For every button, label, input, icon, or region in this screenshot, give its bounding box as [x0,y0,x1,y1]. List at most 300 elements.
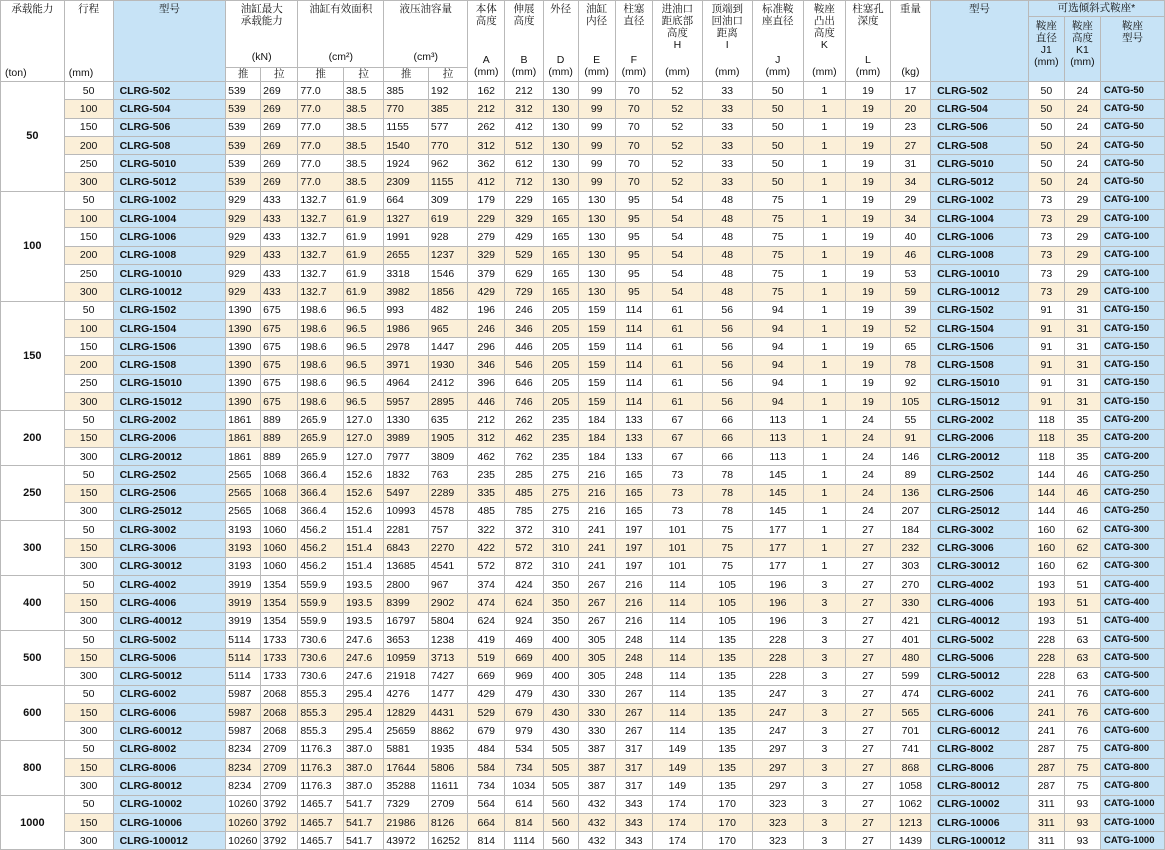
saddle-k1-cell: 31 [1064,356,1100,374]
plunger-f-cell: 114 [615,356,652,374]
model-2-cell: CLRG-5012 [931,173,1029,191]
model-2-cell: CLRG-4006 [931,594,1029,612]
port-i-cell: 170 [702,832,752,850]
pull-area-cell: 96.5 [343,319,383,337]
height-a-cell: 529 [468,704,505,722]
capacity-cell: 200 [1,411,65,466]
push-area-cell: 730.6 [298,649,344,667]
diameter-d-cell: 430 [543,722,578,740]
height-b-cell: 614 [505,795,543,813]
stroke-cell: 300 [64,612,113,630]
diameter-d-cell: 205 [543,356,578,374]
saddle-k1-cell: 35 [1064,411,1100,429]
weight-cell: 23 [890,118,930,136]
model-cell: CLRG-508 [113,136,226,154]
model-cell: CLRG-10010 [113,264,226,282]
port-i-cell: 135 [702,758,752,776]
bore-e-cell: 432 [578,832,615,850]
pull-area-cell: 387.0 [343,758,383,776]
saddle-j-cell: 323 [752,813,803,831]
weight-cell: 1439 [890,832,930,850]
depth-l-cell: 24 [846,429,891,447]
bore-e-cell: 241 [578,521,615,539]
saddle-k1-cell: 93 [1064,832,1100,850]
plunger-f-cell: 70 [615,82,652,100]
model-2-cell: CLRG-5010 [931,155,1029,173]
model-cell: CLRG-1008 [113,246,226,264]
push-area-cell: 77.0 [298,100,344,118]
pull-oil-cell: 8126 [428,813,467,831]
pull-oil-cell: 1905 [428,429,467,447]
push-area-cell: 559.9 [298,576,344,594]
height-a-cell: 419 [468,630,505,648]
plunger-f-cell: 133 [615,411,652,429]
saddle-j-cell: 196 [752,576,803,594]
saddle-k-cell: 3 [803,722,845,740]
pull-load-cell: 1733 [261,667,298,685]
header-d: 外径 D (mm) [543,1,578,82]
push-oil-cell: 1991 [384,228,429,246]
bore-e-cell: 99 [578,136,615,154]
model-cell: CLRG-504 [113,100,226,118]
saddle-k1-cell: 93 [1064,813,1100,831]
push-area-cell: 132.7 [298,264,344,282]
saddle-k1-cell: 63 [1064,649,1100,667]
stroke-cell: 50 [64,191,113,209]
saddle-k-cell: 1 [803,393,845,411]
model-2-cell: CLRG-10012 [931,283,1029,301]
table-body [1,82,1165,850]
depth-l-cell: 19 [846,283,891,301]
pull-load-cell: 269 [261,118,298,136]
pull-oil-cell: 635 [428,411,467,429]
port-i-cell: 105 [702,576,752,594]
push-load-cell: 1390 [226,356,261,374]
capacity-cell: 100 [1,191,65,301]
saddle-j-cell: 75 [752,210,803,228]
height-a-cell: 346 [468,356,505,374]
plunger-f-cell: 317 [615,740,652,758]
pull-load-cell: 675 [261,301,298,319]
weight-cell: 232 [890,539,930,557]
weight-cell: 29 [890,191,930,209]
port-i-cell: 135 [702,777,752,795]
model-cell: CLRG-100012 [113,832,226,850]
pull-area-cell: 38.5 [343,82,383,100]
depth-l-cell: 27 [846,813,891,831]
plunger-f-cell: 267 [615,685,652,703]
pull-oil-cell: 763 [428,466,467,484]
depth-l-cell: 19 [846,338,891,356]
plunger-f-cell: 70 [615,155,652,173]
height-b-cell: 446 [505,338,543,356]
push-area-cell: 456.2 [298,521,344,539]
port-i-cell: 78 [702,484,752,502]
saddle-k1-cell: 29 [1064,283,1100,301]
port-h-cell: 61 [652,319,702,337]
port-i-cell: 56 [702,338,752,356]
saddle-j1-cell: 241 [1028,685,1064,703]
saddle-model-cell: CATG-800 [1100,758,1164,776]
height-a-cell: 312 [468,136,505,154]
model-cell: CLRG-4006 [113,594,226,612]
bore-e-cell: 99 [578,173,615,191]
saddle-j-cell: 50 [752,136,803,154]
diameter-d-cell: 130 [543,82,578,100]
pull-oil-cell: 1477 [428,685,467,703]
saddle-model-cell: CATG-200 [1100,447,1164,465]
depth-l-cell: 19 [846,100,891,118]
push-oil-cell: 5497 [384,484,429,502]
height-a-cell: 379 [468,264,505,282]
port-h-cell: 52 [652,100,702,118]
port-h-cell: 114 [652,667,702,685]
saddle-model-cell: CATG-100 [1100,210,1164,228]
diameter-d-cell: 350 [543,594,578,612]
weight-cell: 20 [890,100,930,118]
depth-l-cell: 24 [846,502,891,520]
depth-l-cell: 19 [846,155,891,173]
pull-load-cell: 269 [261,173,298,191]
model-2-cell: CLRG-40012 [931,612,1029,630]
saddle-model-cell: CATG-300 [1100,539,1164,557]
plunger-f-cell: 165 [615,502,652,520]
saddle-model-cell: CATG-300 [1100,521,1164,539]
port-h-cell: 114 [652,594,702,612]
table-row [1,447,1165,465]
saddle-model-cell: CATG-500 [1100,649,1164,667]
depth-l-cell: 27 [846,649,891,667]
saddle-k-cell: 3 [803,832,845,850]
model-cell: CLRG-5010 [113,155,226,173]
weight-cell: 146 [890,447,930,465]
pull-load-cell: 269 [261,100,298,118]
pull-load-cell: 2709 [261,777,298,795]
pull-load-cell: 1060 [261,557,298,575]
pull-area-cell: 38.5 [343,136,383,154]
push-oil-cell: 7329 [384,795,429,813]
height-a-cell: 679 [468,722,505,740]
saddle-k1-cell: 31 [1064,393,1100,411]
saddle-model-cell: CATG-150 [1100,393,1164,411]
push-area-cell: 132.7 [298,228,344,246]
saddle-k1-cell: 24 [1064,155,1100,173]
push-load-cell: 539 [226,173,261,191]
saddle-j1-cell: 91 [1028,338,1064,356]
saddle-model-cell: CATG-150 [1100,356,1164,374]
saddle-k-cell: 1 [803,301,845,319]
header-stroke: 行程 (mm) [64,1,113,82]
model-2-cell: CLRG-5002 [931,630,1029,648]
saddle-model-cell: CATG-50 [1100,118,1164,136]
port-h-cell: 61 [652,393,702,411]
port-i-cell: 75 [702,521,752,539]
pull-area-cell: 96.5 [343,338,383,356]
push-load-cell: 5987 [226,704,261,722]
weight-cell: 52 [890,319,930,337]
model-2-cell: CLRG-20012 [931,447,1029,465]
push-load-cell: 929 [226,283,261,301]
port-i-cell: 78 [702,502,752,520]
capacity-cell: 1000 [1,795,65,850]
port-i-cell: 56 [702,301,752,319]
pull-area-cell: 152.6 [343,484,383,502]
saddle-j1-cell: 311 [1028,813,1064,831]
weight-cell: 184 [890,521,930,539]
bore-e-cell: 99 [578,82,615,100]
height-a-cell: 519 [468,649,505,667]
saddle-k-cell: 1 [803,136,845,154]
bore-e-cell: 184 [578,429,615,447]
table-row [1,136,1165,154]
bore-e-cell: 241 [578,539,615,557]
header-b: 伸展 高度 B (mm) [505,1,543,82]
push-load-cell: 539 [226,100,261,118]
saddle-k1-cell: 93 [1064,795,1100,813]
push-oil-cell: 385 [384,82,429,100]
pull-oil-cell: 928 [428,228,467,246]
plunger-f-cell: 133 [615,447,652,465]
pull-load-cell: 433 [261,210,298,228]
saddle-j-cell: 75 [752,283,803,301]
push-area-cell: 1465.7 [298,795,344,813]
push-load-cell: 1390 [226,393,261,411]
stroke-cell: 150 [64,758,113,776]
header-capacity: 承载能力 (ton) [1,1,65,82]
stroke-cell: 300 [64,777,113,795]
saddle-model-cell: CATG-100 [1100,283,1164,301]
header-i: 顶端到 回油口 距离 I (mm) [702,1,752,82]
port-i-cell: 33 [702,82,752,100]
height-b-cell: 462 [505,429,543,447]
saddle-k-cell: 3 [803,795,845,813]
saddle-k1-cell: 75 [1064,740,1100,758]
saddle-model-cell: CATG-50 [1100,100,1164,118]
saddle-j1-cell: 73 [1028,228,1064,246]
table-row [1,667,1165,685]
port-h-cell: 67 [652,429,702,447]
stroke-cell: 150 [64,594,113,612]
header-k1: 鞍座 高度 K1 (mm) [1064,17,1100,82]
height-a-cell: 322 [468,521,505,539]
table-row [1,82,1165,100]
saddle-j-cell: 297 [752,758,803,776]
bore-e-cell: 130 [578,264,615,282]
depth-l-cell: 24 [846,466,891,484]
push-oil-cell: 12829 [384,704,429,722]
saddle-k1-cell: 46 [1064,484,1100,502]
stroke-cell: 300 [64,832,113,850]
saddle-model-cell: CATG-300 [1100,557,1164,575]
height-b-cell: 262 [505,411,543,429]
depth-l-cell: 27 [846,704,891,722]
model-2-cell: CLRG-5006 [931,649,1029,667]
push-area-cell: 198.6 [298,338,344,356]
model-cell: CLRG-1006 [113,228,226,246]
model-2-cell: CLRG-504 [931,100,1029,118]
depth-l-cell: 27 [846,758,891,776]
saddle-j-cell: 94 [752,319,803,337]
height-b-cell: 1114 [505,832,543,850]
push-area-cell: 730.6 [298,667,344,685]
push-area-cell: 77.0 [298,136,344,154]
push-oil-cell: 1330 [384,411,429,429]
model-cell: CLRG-10006 [113,813,226,831]
pull-load-cell: 1354 [261,576,298,594]
saddle-k1-cell: 51 [1064,612,1100,630]
depth-l-cell: 27 [846,612,891,630]
capacity-cell: 400 [1,576,65,631]
height-b-cell: 424 [505,576,543,594]
saddle-k1-cell: 75 [1064,758,1100,776]
plunger-f-cell: 248 [615,630,652,648]
saddle-k-cell: 3 [803,758,845,776]
stroke-cell: 150 [64,429,113,447]
pull-area-cell: 127.0 [343,429,383,447]
diameter-d-cell: 235 [543,447,578,465]
pull-area-cell: 193.5 [343,576,383,594]
saddle-j1-cell: 311 [1028,795,1064,813]
saddle-model-cell: CATG-50 [1100,173,1164,191]
stroke-cell: 300 [64,447,113,465]
pull-area-cell: 96.5 [343,393,383,411]
plunger-f-cell: 70 [615,118,652,136]
saddle-j-cell: 145 [752,466,803,484]
pull-load-cell: 1068 [261,502,298,520]
weight-cell: 91 [890,429,930,447]
saddle-j-cell: 94 [752,301,803,319]
pull-area-cell: 541.7 [343,832,383,850]
saddle-k-cell: 1 [803,374,845,392]
saddle-j-cell: 50 [752,173,803,191]
push-area-cell: 559.9 [298,612,344,630]
model-2-cell: CLRG-60012 [931,722,1029,740]
pull-oil-cell: 309 [428,191,467,209]
saddle-k1-cell: 76 [1064,722,1100,740]
header-model-2: 型号 [931,1,1029,82]
height-b-cell: 729 [505,283,543,301]
plunger-f-cell: 70 [615,136,652,154]
pull-area-cell: 61.9 [343,283,383,301]
bore-e-cell: 330 [578,685,615,703]
saddle-model-cell: CATG-400 [1100,594,1164,612]
height-b-cell: 679 [505,704,543,722]
height-a-cell: 446 [468,393,505,411]
height-b-cell: 229 [505,191,543,209]
port-h-cell: 61 [652,301,702,319]
height-a-cell: 429 [468,283,505,301]
model-2-cell: CLRG-15010 [931,374,1029,392]
model-cell: CLRG-6006 [113,704,226,722]
capacity-cell: 800 [1,740,65,795]
height-a-cell: 396 [468,374,505,392]
height-b-cell: 534 [505,740,543,758]
saddle-j-cell: 228 [752,630,803,648]
pull-oil-cell: 4541 [428,557,467,575]
push-load-cell: 1390 [226,338,261,356]
depth-l-cell: 19 [846,264,891,282]
saddle-k-cell: 3 [803,594,845,612]
port-i-cell: 75 [702,539,752,557]
table-row [1,832,1165,850]
height-a-cell: 296 [468,338,505,356]
bore-e-cell: 216 [578,466,615,484]
port-i-cell: 48 [702,228,752,246]
push-area-cell: 855.3 [298,704,344,722]
saddle-k-cell: 1 [803,539,845,557]
pull-load-cell: 433 [261,228,298,246]
bore-e-cell: 130 [578,210,615,228]
saddle-j1-cell: 228 [1028,667,1064,685]
saddle-j1-cell: 228 [1028,649,1064,667]
saddle-j-cell: 228 [752,667,803,685]
table-row [1,685,1165,703]
diameter-d-cell: 130 [543,155,578,173]
saddle-model-cell: CATG-400 [1100,576,1164,594]
saddle-k1-cell: 24 [1064,118,1100,136]
model-2-cell: CLRG-506 [931,118,1029,136]
plunger-f-cell: 95 [615,246,652,264]
port-h-cell: 52 [652,136,702,154]
pull-area-cell: 127.0 [343,411,383,429]
height-a-cell: 474 [468,594,505,612]
depth-l-cell: 19 [846,118,891,136]
saddle-k1-cell: 31 [1064,338,1100,356]
push-area-cell: 198.6 [298,393,344,411]
plunger-f-cell: 114 [615,374,652,392]
bore-e-cell: 330 [578,722,615,740]
stroke-cell: 200 [64,356,113,374]
plunger-f-cell: 197 [615,539,652,557]
saddle-j1-cell: 144 [1028,502,1064,520]
table-row [1,411,1165,429]
capacity-cell: 500 [1,630,65,685]
port-h-cell: 114 [652,612,702,630]
height-a-cell: 329 [468,246,505,264]
capacity-cell: 600 [1,685,65,740]
model-cell: CLRG-20012 [113,447,226,465]
diameter-d-cell: 505 [543,777,578,795]
stroke-cell: 200 [64,136,113,154]
model-cell: CLRG-50012 [113,667,226,685]
diameter-d-cell: 165 [543,210,578,228]
push-oil-cell: 13685 [384,557,429,575]
saddle-k-cell: 1 [803,246,845,264]
saddle-j1-cell: 50 [1028,118,1064,136]
model-2-cell: CLRG-1502 [931,301,1029,319]
model-2-cell: CLRG-1506 [931,338,1029,356]
plunger-f-cell: 216 [615,576,652,594]
saddle-j1-cell: 193 [1028,594,1064,612]
model-2-cell: CLRG-100012 [931,832,1029,850]
height-b-cell: 762 [505,447,543,465]
saddle-model-cell: CATG-150 [1100,301,1164,319]
height-a-cell: 584 [468,758,505,776]
height-b-cell: 485 [505,484,543,502]
height-b-cell: 412 [505,118,543,136]
saddle-j-cell: 247 [752,685,803,703]
pull-area-cell: 61.9 [343,228,383,246]
bore-e-cell: 130 [578,283,615,301]
saddle-j1-cell: 50 [1028,155,1064,173]
pull-area-cell: 387.0 [343,777,383,795]
push-area-cell: 198.6 [298,301,344,319]
model-cell: CLRG-506 [113,118,226,136]
model-2-cell: CLRG-2502 [931,466,1029,484]
stroke-cell: 50 [64,411,113,429]
port-i-cell: 135 [702,704,752,722]
push-load-cell: 929 [226,264,261,282]
